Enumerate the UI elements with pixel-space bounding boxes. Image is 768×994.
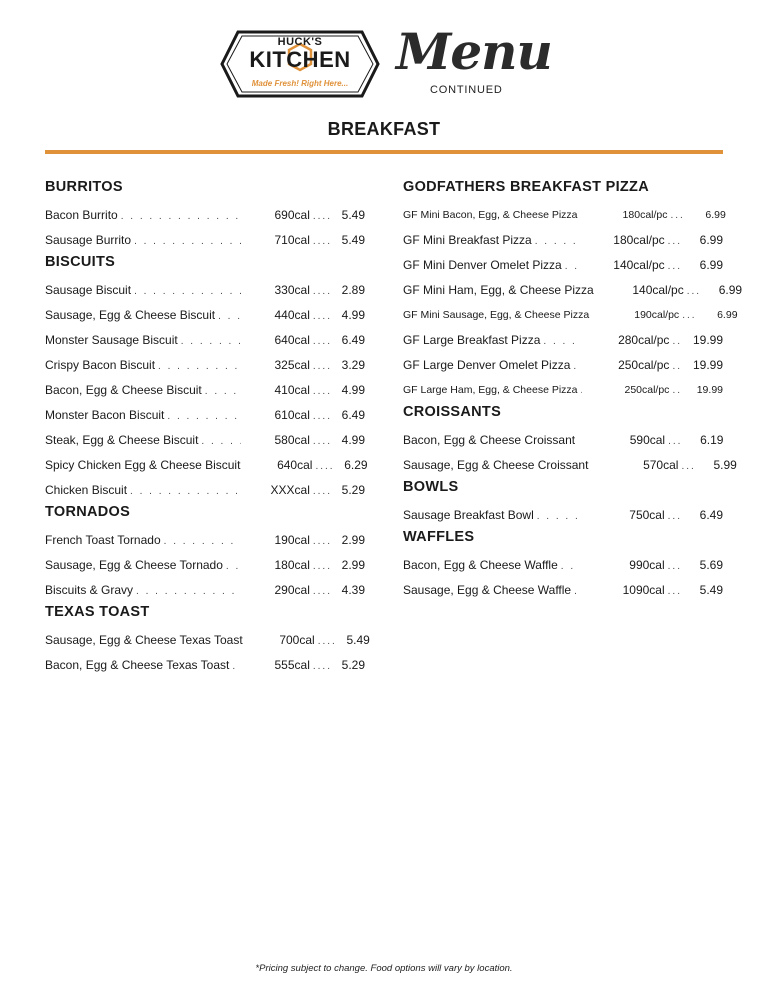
dot-leader: ..	[672, 336, 682, 347]
dot-leader	[130, 479, 241, 504]
item-price: 5.99	[713, 458, 737, 472]
dot-leader: ....	[315, 461, 335, 472]
logo-small-text: HUCK'S	[277, 36, 323, 48]
item-calories: 640cal	[277, 458, 313, 472]
dot-leader: ....	[312, 236, 332, 247]
menu-item	[45, 528, 365, 553]
item-price: 5.49	[341, 233, 365, 247]
dot-leader	[164, 529, 241, 554]
item-price: 6.29	[344, 458, 368, 472]
menu-item	[403, 353, 723, 378]
category-heading-breakfast-pizza: GODFATHERS BREAKFAST PIZZA	[403, 179, 649, 195]
dot-leader	[158, 354, 241, 379]
item-price: 6.49	[699, 508, 723, 522]
item-calories: 140cal/pc	[632, 283, 684, 297]
item-name: GF Mini Denver Omelet Pizza	[403, 258, 562, 272]
dot-leader	[537, 504, 578, 529]
item-price: 6.49	[341, 408, 365, 422]
item-price: 19.99	[696, 384, 723, 396]
logo-main-text: KITCHEN	[249, 47, 351, 72]
menu-item	[45, 628, 370, 653]
dot-leader: ....	[312, 561, 332, 572]
item-price: 6.49	[341, 333, 365, 347]
item-name: Steak, Egg & Cheese Biscuit	[45, 433, 199, 447]
item-name: Sausage, Egg & Cheese Texas Toast	[45, 633, 243, 647]
item-name: Sausage, Egg & Cheese Tornado	[45, 558, 223, 572]
item-calories: 280cal/pc	[618, 333, 670, 347]
menu-item	[403, 453, 737, 478]
item-price: 6.99	[717, 309, 738, 321]
item-calories: 190cal	[274, 533, 310, 547]
item-calories: 700cal	[279, 633, 315, 647]
item-calories: 590cal	[629, 433, 666, 447]
dot-leader: ....	[312, 336, 332, 347]
dot-leader: ....	[312, 486, 332, 497]
menu-item	[403, 328, 723, 353]
dot-leader: ....	[312, 436, 332, 447]
item-calories: 290cal	[274, 583, 310, 597]
dot-leader: ....	[312, 661, 332, 672]
dot-leader	[535, 229, 578, 254]
item-price: 5.69	[699, 558, 723, 572]
item-name: French Toast Tornado	[45, 533, 161, 547]
category-heading-biscuits: BISCUITS	[45, 254, 116, 270]
item-name: Bacon, Egg & Cheese Waffle	[403, 558, 558, 572]
item-calories: 690cal	[274, 208, 310, 222]
item-calories: 190cal/pc	[634, 309, 680, 321]
dot-leader	[134, 229, 241, 254]
item-price: 3.29	[341, 358, 365, 372]
menu-item	[403, 228, 723, 253]
dot-leader	[561, 554, 578, 579]
menu-item	[45, 453, 368, 478]
dot-leader	[574, 579, 578, 604]
dot-leader: ...	[682, 310, 697, 321]
item-name: Bacon, Egg & Cheese Croissant	[403, 433, 576, 447]
dot-leader: ...	[670, 210, 685, 221]
dot-leader	[201, 429, 240, 454]
dot-leader: ....	[312, 586, 332, 597]
item-price: 5.49	[341, 208, 365, 222]
item-price: 2.89	[341, 283, 365, 297]
item-calories: 180cal	[274, 558, 310, 572]
item-calories: 140cal/pc	[613, 258, 665, 272]
menu-item	[403, 278, 743, 303]
menu-item	[403, 378, 723, 403]
item-price: 5.29	[341, 483, 365, 497]
category-heading-bowls: BOWLS	[403, 479, 459, 495]
menu-item	[403, 253, 723, 278]
menu-item	[45, 578, 365, 603]
dot-leader: ....	[312, 286, 332, 297]
item-name: Sausage Biscuit	[45, 283, 132, 297]
dot-leader: ....	[312, 386, 332, 397]
item-price: 6.19	[700, 433, 724, 447]
dot-leader: ...	[667, 236, 682, 247]
hucks-kitchen-logo	[220, 30, 380, 98]
item-name: Bacon, Egg & Cheese Texas Toast	[45, 658, 230, 672]
menu-header	[0, 0, 768, 110]
item-calories: 570cal	[643, 458, 679, 472]
item-name: GF Large Denver Omelet Pizza	[403, 358, 571, 372]
item-price: 6.99	[699, 233, 723, 247]
item-price: 2.99	[341, 558, 365, 572]
dot-leader: ...	[681, 461, 696, 472]
item-name: Sausage, Egg & Cheese Waffle	[403, 583, 572, 597]
item-calories: 410cal	[274, 383, 310, 397]
menu-item	[45, 328, 365, 353]
left-column	[45, 178, 370, 678]
item-calories: 250cal/pc	[624, 384, 670, 396]
item-name: GF Mini Bacon, Egg, & Cheese Pizza	[403, 209, 578, 221]
dot-leader: ....	[312, 361, 332, 372]
dot-leader	[136, 579, 241, 604]
item-name: Monster Sausage Biscuit	[45, 333, 178, 347]
dot-leader	[181, 329, 241, 354]
menu-item	[45, 653, 365, 678]
item-calories: 250cal/pc	[618, 358, 670, 372]
category-heading-burritos: BURRITOS	[45, 179, 123, 195]
item-name: Sausage Breakfast Bowl	[403, 508, 534, 522]
dot-leader	[543, 329, 582, 354]
item-price: 4.99	[341, 308, 365, 322]
item-name: Spicy Chicken Egg & Cheese Biscuit	[45, 458, 241, 472]
item-calories: 580cal	[274, 433, 310, 447]
item-price: 6.99	[699, 258, 723, 272]
pricing-disclaimer: *Pricing subject to change. Food options will vary by location.	[255, 963, 513, 974]
logo-tagline: Made Fresh! Right Here...	[251, 79, 349, 88]
menu-item	[45, 353, 365, 378]
dot-leader: ....	[312, 211, 332, 222]
dot-leader	[205, 379, 241, 404]
item-price: 2.99	[341, 533, 365, 547]
item-calories: 640cal	[274, 333, 310, 347]
item-name: GF Mini Ham, Egg, & Cheese Pizza	[403, 283, 594, 297]
item-calories: 325cal	[274, 358, 310, 372]
item-name: GF Large Ham, Egg, & Cheese Pizza	[403, 384, 578, 396]
section-title: BREAKFAST	[327, 119, 441, 139]
item-calories: 1090cal	[622, 583, 665, 597]
dot-leader	[134, 279, 241, 304]
dot-leader	[121, 204, 241, 229]
menu-item	[45, 428, 365, 453]
item-name: Sausage, Egg & Cheese Croissant	[403, 458, 589, 472]
item-calories: 750cal	[629, 508, 665, 522]
item-name: Crispy Bacon Biscuit	[45, 358, 156, 372]
item-price: 6.99	[705, 209, 726, 221]
menu-heading: Menu	[396, 22, 552, 81]
item-name: Sausage, Egg & Cheese Biscuit	[45, 308, 216, 322]
item-price: 4.39	[341, 583, 365, 597]
dot-leader: ...	[667, 586, 682, 597]
item-calories: 555cal	[274, 658, 310, 672]
item-name: Chicken Biscuit	[45, 483, 128, 497]
category-heading-waffles: WAFFLES	[403, 529, 475, 545]
item-name: Biscuits & Gravy	[45, 583, 134, 597]
dot-leader: ....	[312, 311, 332, 322]
item-calories: 990cal	[629, 558, 665, 572]
menu-item	[45, 478, 365, 503]
item-price: 4.99	[341, 433, 365, 447]
dot-leader: ...	[686, 286, 702, 297]
menu-item	[45, 378, 365, 403]
dot-leader: ....	[312, 536, 332, 547]
menu-item	[45, 303, 365, 328]
item-price: 19.99	[692, 358, 723, 372]
menu-item	[45, 228, 365, 253]
item-calories: 440cal	[274, 308, 310, 322]
menu-item	[403, 578, 723, 603]
dot-leader	[565, 254, 578, 279]
dot-leader: ..	[672, 361, 682, 372]
menu-item	[45, 403, 365, 428]
item-price: 19.99	[692, 333, 723, 347]
dot-leader: ..	[672, 385, 682, 396]
dot-leader: ...	[667, 511, 682, 522]
item-calories: 180cal/pc	[613, 233, 665, 247]
category-heading-texas-toast: TEXAS TOAST	[45, 604, 150, 620]
menu-item	[403, 203, 726, 228]
item-name: Monster Bacon Biscuit	[45, 408, 165, 422]
category-heading-tornados: TORNADOS	[45, 504, 131, 520]
item-price: 5.49	[346, 633, 370, 647]
dot-leader: ...	[668, 436, 683, 447]
item-calories: XXXcal	[270, 483, 310, 497]
menu-item	[45, 278, 365, 303]
dot-leader	[232, 654, 241, 679]
dot-leader	[167, 404, 240, 429]
continued-label: CONTINUED	[430, 84, 503, 96]
item-name: Sausage Burrito	[45, 233, 132, 247]
item-calories: 330cal	[274, 283, 310, 297]
menu-item	[45, 553, 365, 578]
item-calories: 710cal	[274, 233, 310, 247]
item-calories: 180cal/pc	[622, 209, 668, 221]
item-name: GF Large Breakfast Pizza	[403, 333, 541, 347]
menu-item	[45, 203, 365, 228]
dot-leader	[218, 304, 241, 329]
dot-leader: ...	[667, 561, 682, 572]
item-price: 6.99	[718, 283, 743, 297]
orange-divider	[45, 150, 723, 154]
item-name: GF Mini Sausage, Egg, & Cheese Pizza	[403, 309, 590, 321]
item-price: 5.49	[699, 583, 723, 597]
dot-leader	[226, 554, 241, 579]
dot-leader: ...	[667, 261, 682, 272]
right-column	[403, 178, 743, 603]
item-name: Bacon, Egg & Cheese Biscuit	[45, 383, 202, 397]
category-heading-croissants: CROISSANTS	[403, 404, 502, 420]
item-price: 4.99	[341, 383, 365, 397]
dot-leader	[573, 354, 582, 379]
menu-item	[403, 553, 723, 578]
item-calories: 610cal	[274, 408, 310, 422]
menu-item	[403, 503, 723, 528]
menu-item	[403, 303, 738, 328]
dot-leader	[581, 378, 583, 403]
dot-leader: ....	[312, 411, 332, 422]
item-price: 5.29	[341, 658, 365, 672]
item-name: Bacon Burrito	[45, 208, 118, 222]
item-name: GF Mini Breakfast Pizza	[403, 233, 532, 247]
menu-item	[403, 428, 723, 453]
dot-leader: ....	[317, 636, 337, 647]
